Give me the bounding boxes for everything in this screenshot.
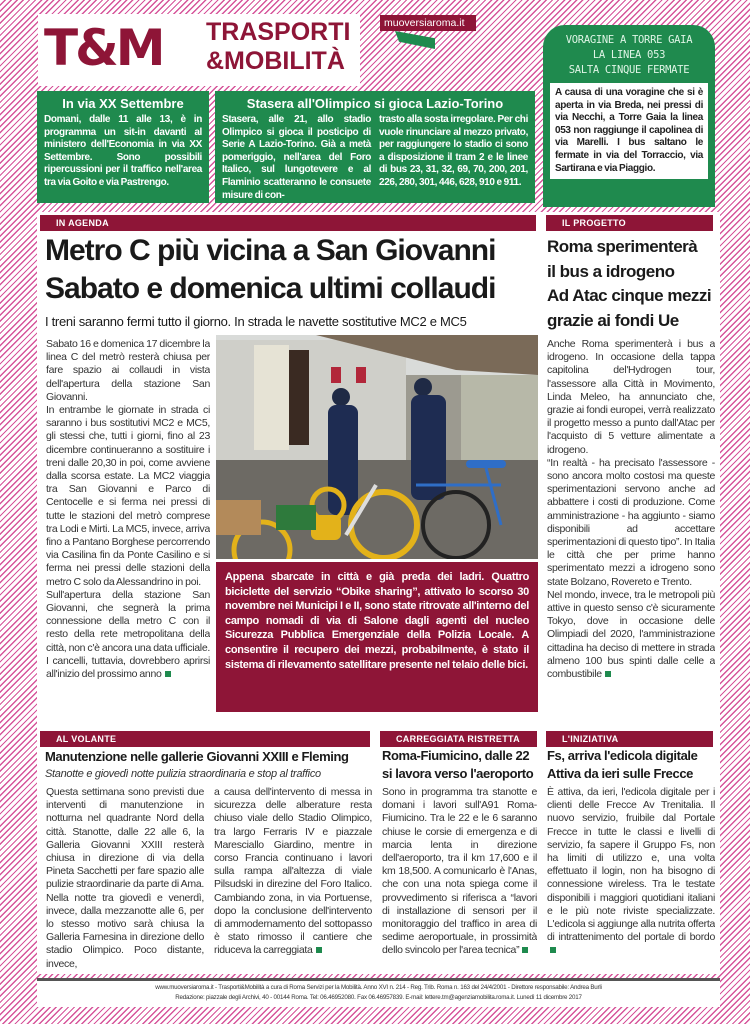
box-title: In via XX Settembre (62, 96, 184, 111)
main-headline (45, 232, 535, 308)
paragraph (547, 589, 715, 681)
iniziativa-headline (547, 747, 715, 783)
ribbon-fold (395, 31, 435, 49)
box-text: Domani, dalle 11 alle 13, è in programma un sit-in davanti al ministero dell'Economia in via XX Settembre. Sono possibili ripercussioni per il traffico nell'area tra via Goito e via Pastrengo. (44, 114, 202, 188)
paragraph-text: a causa dell'intervento di messa in sicurezza delle alberature resta chiuso viale dello Stadio Olimpico, tra largo Ferraris IV e piazzale Maresciallo Giardino, mentre in corso Francia continuano i lavori sulla rampa all'altezza di viale Pilsudski in direzine del Foro Italico. Cambiando zona, in via Portuense, dopo la conclusione dell'intervento di ammodernamento del sottopasso è stato rimosso il cantiere che riduceva la carreggiata (214, 786, 372, 957)
volante-body-col2 (214, 786, 372, 974)
headline-line: Ad Atac cinque mezzi (547, 286, 712, 305)
end-mark-icon (605, 671, 611, 677)
masthead-title-line2: &MOBILITÀ (206, 47, 345, 75)
masthead-title (206, 18, 350, 76)
headline-line: Attiva da ieri sulle Frecce (547, 766, 693, 781)
paragraph-text: È attiva, da ieri, l'edicola digitale per i clienti delle Frecce Av Trenitalia. Il nuovo servizio, fruibile dal Portale Frecce in tutte le classi e livelli di servizio, fa sapere il Gruppo Fs, non ha limiti di utilizzo e, una volta effettuato il login, non ha bisogno di connessione wireless. Tra le testate disponibili i maggiori quotidiani italiani e le più note riviste specializzate. L'edicola si aggiunge alla nutrita offerta di intrattenimento del portale di bordo (547, 786, 715, 944)
section-kicker-agenda: IN AGENDA (40, 215, 536, 231)
box-text-col1: Stasera, alle 21, allo stadio Olimpico si gioca il posticipo di Serie A Lazio-Torino. Già a metà pomeriggio, nell'area del Foro Italico, sul lungotevere e al Flaminio scatteranno le consuete misure di con- (222, 114, 371, 201)
headline-line: Metro C più vicina a San Giovanni (45, 234, 496, 267)
site-link[interactable]: muoversiaroma.it (380, 15, 476, 31)
logo: T&M (44, 19, 163, 77)
paragraph: Anche Roma sperimenterà i bus a idrogeno. In occasione della tappa capitolina del'Hydrogen tour, l'assessore alla Città in Movimento, Linda Meleo, ha annunciato che, grazie ai fondi europei, verrà realizzato il progetto messo a punto dall'Atac per l'acquisto di 5 vetture alimentate a idrogeno. (547, 338, 715, 456)
end-mark-icon (316, 947, 322, 953)
footer (37, 981, 720, 1007)
end-mark-icon (165, 671, 171, 677)
news-box-olimpico (215, 91, 535, 203)
section-kicker-progetto: IL PROGETTO (546, 215, 713, 231)
progetto-headline (547, 235, 717, 333)
progetto-body (547, 338, 715, 726)
paragraph: In entrambe le giornate in strada ci saranno i bus sostitutivi MC2 e MC5, gli stessi che, tutti i giorni, fino al 23 dicembre continueranno a sostituire i treni dalle 20,30 in poi, come avviene dalla scorsa estate. La MC2 viaggia tra San Giovanni e Parco di Centocelle e si ferma nei pressi di tutte le stazioni del metrò comprese tra Lodi e Mirti. La MC5, invece, arriva fino a Pantano Borghese percorrendo via Casilina fin da Ponte Casilino e si ferma nei pressi delle stazioni della metro C solo da Alessandrino in poi. (46, 404, 210, 588)
headline-line: Roma-Fiumicino, dalle 22 (382, 748, 530, 763)
end-mark-icon (522, 947, 528, 953)
volante-subheadline: Stanotte e giovedì notte pulizia straordinaria e stop al traffico (45, 768, 321, 780)
volante-body-col1: Questa settimana sono previsti due interventi di manutenzione in notturna nel quadrante Nord della città. Stanotte, dalle 22 alle 6, la Galleria Giovanni XXIII resterà chiusa in direzione di via della Pineta Sacchetti per fare spazio alle pulizie straordinarie da parte di Ama. Nella notte tra giovedì e venerdì, invece, dalla mezzanotte alle 6, per lo stesso motivo sarà chiusa la Galleria Farnesina in direzione dello stadio Olimpico. Poco distante, invece, (46, 786, 204, 970)
masthead-title-line1: TRASPORTI (206, 18, 351, 46)
voragine-sign (543, 25, 715, 207)
voragine-title-line: LA LINEA 053 (592, 49, 666, 61)
box-text-col2: trasto alla sosta irregolare. Per chi vuole rinunciare al mezzo privato, per raggiungere lo stadio ci sono a disposizione il tram 2 e le linee di bus 23, 31, 32, 69, 70, 200, 201, 226, 280, 301, 446, 628, 910 e 911. (379, 114, 528, 188)
voragine-title (550, 33, 708, 78)
headline-line: Sabato e domenica ultimi collaudi (45, 272, 496, 305)
paragraph (46, 589, 210, 681)
headline-line: grazie ai fondi Ue (547, 310, 679, 330)
section-kicker-iniziativa: L'INIZIATIVA (546, 731, 713, 747)
news-box-xx-settembre (37, 91, 209, 203)
paragraph-text: Sono in programma tra stanotte e domani i lavori sull'A91 Roma-Fiumicino. Tra le 22 e le 6 saranno chiuse le corsie di emergenza e di marcia lenta in direzione dell'aeroporto, tra il km 17,600 e il km 18,500. A comunicarlo è l'Anas, che con una nota spiega come il provvedimento si riferisca a “lavori di installazione di sensori per il monitoraggio del traffico in area di sedime aeroportuale, in prossimità dello svincolo per l'area tecnica” (382, 786, 537, 957)
main-subheadline: I treni saranno fermi tutto il giorno. In strada le navette sostitutive MC2 e MC5 (45, 314, 467, 329)
volante-headline: Manutenzione nelle gallerie Giovanni XXIII e Fleming (45, 749, 349, 764)
footer-line1: www.muoversiaroma.it - Trasporti&Mobilità a cura di Roma Servizi per la Mobilità. Anno XVI n. 214 - Reg. Trib. Roma n. 163 del 24/4/2001 - Direttore responsabile: Andrea Burli (155, 984, 602, 991)
voragine-title-line: SALTA CINQUE FERMATE (568, 64, 690, 76)
photo-caption: Appena sbarcate in città e già preda dei ladri. Quattro biciclette del servizio “Obike sharing”, attivato lo scorso 30 novembre nei Municipi I e II, sono state ritrovate all'interno del campo nomadi di via di Salone dagli agenti del nucleo Sicurezza Pubblica Emergenziale della Polizia Locale. A consentire il recupero dei mezzi, probabilmente, è stato il sistema di rilevamento satellitare presente nel telaio delle bici. (216, 562, 538, 712)
iniziativa-body (547, 786, 715, 974)
footer-line2: Redazione: piazzale degli Archivi, 40 - 00144 Roma. Tel: 06.46952080. Fax 06.46957839. E-mail: lettere.tm@agenziamobilita.roma.it. Lunedì 11 dicembre 2017 (175, 993, 582, 1001)
news-photo (216, 335, 538, 559)
paragraph-text: Sull'apertura della stazione San Giovanni, che segnerà la prima connessione della metro C con il resto della rete metropolitana della città, non c'è ancora una data ufficiale. I cancelli, tuttavia, dovrebbero aprirsi all'inizio del prossimo anno (46, 588, 210, 681)
headline-line: Roma sperimenterà (547, 237, 698, 256)
section-kicker-carreggiata: CARREGGIATA RISTRETTA (380, 731, 537, 747)
carreggiata-headline (382, 747, 537, 783)
paragraph: Sabato 16 e domenica 17 dicembre la linea C del metrò resterà chiusa per fare spazio ai collaudi in vista dell'apertura della stazione San Giovanni. (46, 338, 210, 403)
headline-line: Fs, arriva l'edicola digitale (547, 748, 698, 763)
box-title: Stasera all'Olimpico si gioca Lazio-Torino (246, 96, 504, 111)
section-kicker-volante: AL VOLANTE (40, 731, 370, 747)
paragraph-text: Nel mondo, invece, tra le metropoli più attive in questo senso c'è sicuramente Tokyo, dove in occasione delle Olimpiadi del 2020, l'amministrazione cittadina ha deciso di mettere in strada almeno 100 bus spinti dalle celle a combustibile (547, 588, 715, 681)
photo-illustration (216, 335, 538, 559)
paragraph: “In realtà - ha precisato l'assessore - sono ancora molto costosi ma queste sperimentazioni servono anche ad abbattere i costi di produzione. Come amministrazione - ha aggiunto - siamo disponibili ad accettare sperimentazioni di questo tipo”. In Italia le città che per prime hanno sperimentato mezzi a idrogeno sono state Bolzano, Rovereto e Trento. (547, 456, 715, 588)
carreggiata-body (382, 786, 537, 974)
main-article-body (46, 338, 210, 726)
headline-line: il bus a idrogeno (547, 261, 675, 281)
end-mark-icon (550, 947, 556, 953)
voragine-title-line: VORAGINE A TORRE GAIA (565, 34, 693, 46)
voragine-text: A causa di una voragine che si è aperta in via Breda, nei pressi di via Necchi, a Torre Gaia la linea 053 non raggiunge il capolinea di via Marelli. I bus saltano le fermate in via del Torraccio, via Sartirana e via Piaggio. (550, 83, 708, 179)
headline-line: si lavora verso l'aeroporto (382, 766, 534, 781)
